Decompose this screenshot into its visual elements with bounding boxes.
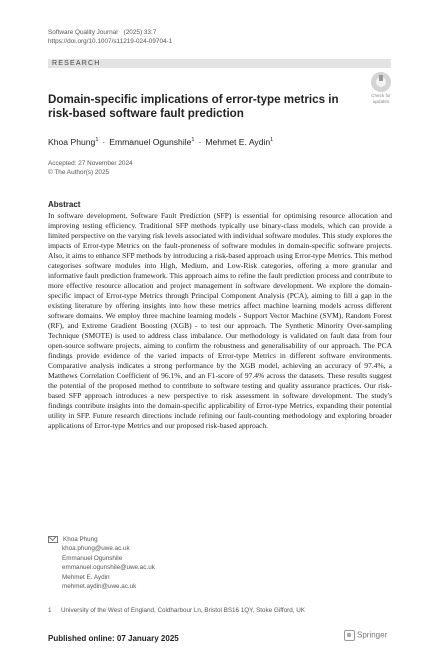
copyright-notice: © The Author(s) 2025 (48, 169, 110, 176)
contact-item (48, 536, 155, 553)
publisher-name: Springer (357, 630, 388, 640)
article-title: Domain-specific implications of error-type metrics in risk-based software fault prediction (48, 93, 339, 120)
author-separator: · (198, 137, 202, 147)
abstract-text: In software development, Software Fault Prediction (SFP) is essential for optimising resource allocation and improving testing efficiency. Traditional SFP methods typically use binary-class models, which can provide a limited perspective on the varying risk levels associated with individual software modules. This study explores the impacts of Error-type Metrics on the fault-proneness of software modules in domain-specific software projects. Also, it aims to enhance SFP methods by introducing a risk-based approach using Error-type Metrics. This method categorises software modules into High, Medium, and Low-Risk categories, offering a more granular and informative fault prediction framework. This approach aims to refine the fault prediction process and contribute to more effective resource allocation and project management in software development. We explore the domain-specific impact of Error-type Metrics through Principal Component Analysis (PCA), aiming to fill a gap in the existing literature by offering insights into how these metrics affect machine learning models across different software domains. We employ three machine learning models - Support Vector Machine (SVM), Random Forest (RF), and Extreme Gradient Boosting (XGB) - to test our approach. The Synthetic Minority Over-sampling Technique (SMOTE) is used to address class imbalance. Our methodology is validated on fault data from four open-source software projects, aiming to confirm the robustness and generalisability of our approach. The PCA findings provide evidence of the varied impacts of Error-type Metrics in different software environments. Comparative analysis indicates a strong performance by the XGB model, achieving an accuracy of 97.4%, a Matthews Correlation Coefficient of 96.1%, and an F1-score of 97.4% across the datasets. These results suggest the potential of the proposed method to contribute to software testing and quality assurance practices. Our risk-based SFP approach introduces a new perspective to risk assessment in software development. The study's findings contribute insights into the domain-specific applicability of Error-type Metrics, expanding their potential utility in SFP. Future research directions include refining our fault-counting methodology and exploring broader applications of Error-type Metrics and our proposed risk-based approach. (48, 211, 392, 430)
author-separator: · (102, 137, 106, 147)
published-date: Published online: 07 January 2025 (48, 634, 179, 643)
contact-name: Emmanuel Ogunshile (62, 555, 123, 563)
author-affil-marker: 1 (270, 137, 274, 144)
check-for-updates-line1: Check for (371, 93, 391, 98)
author-name[interactable]: Emmanuel Ogunshile (109, 137, 192, 147)
author-list (48, 137, 273, 147)
author-affil-marker: 1 (95, 137, 99, 144)
contact-email[interactable]: mehmet.aydin@uwe.ac.uk (62, 582, 137, 590)
doi-link[interactable]: https://doi.org/10.1007/s11219-024-09704-1 (48, 38, 173, 45)
publisher-logo[interactable] (344, 630, 387, 641)
affiliation-text: University of the West of England, Coldharbour Ln, Bristol BS16 1QY, Stoke Gifford, UK (61, 607, 305, 614)
contact-email[interactable]: khoa.phung@uwe.ac.uk (62, 544, 130, 552)
contact-name: Khoa Phung (63, 536, 98, 544)
journal-header (48, 29, 156, 38)
journal-name: Software Quality Journal (48, 29, 118, 36)
contact-name: Mehmet E. Aydin (62, 574, 110, 582)
check-for-updates-badge[interactable] (368, 72, 394, 104)
affiliation (48, 607, 388, 614)
abstract-heading: Abstract (48, 200, 81, 209)
contact-item (48, 574, 155, 591)
author-name[interactable]: Khoa Phung (48, 137, 96, 147)
author-affil-marker: 1 (191, 137, 195, 144)
envelope-icon (48, 536, 58, 543)
contact-email[interactable]: emmanuel.ogunshile@uwe.ac.uk (62, 563, 155, 571)
journal-year-volume: (2025) 33:7 (123, 29, 157, 36)
affiliation-number: 1 (48, 607, 52, 614)
springer-horse-icon (344, 630, 355, 641)
accepted-date: Accepted: 27 November 2024 (48, 160, 133, 167)
check-for-updates-icon (371, 72, 391, 92)
contact-block (48, 536, 155, 593)
contact-item (48, 555, 155, 572)
article-type-banner: RESEARCH (48, 59, 391, 68)
check-for-updates-line2: updates (372, 99, 390, 104)
author-name[interactable]: Mehmet E. Aydin (205, 137, 271, 147)
